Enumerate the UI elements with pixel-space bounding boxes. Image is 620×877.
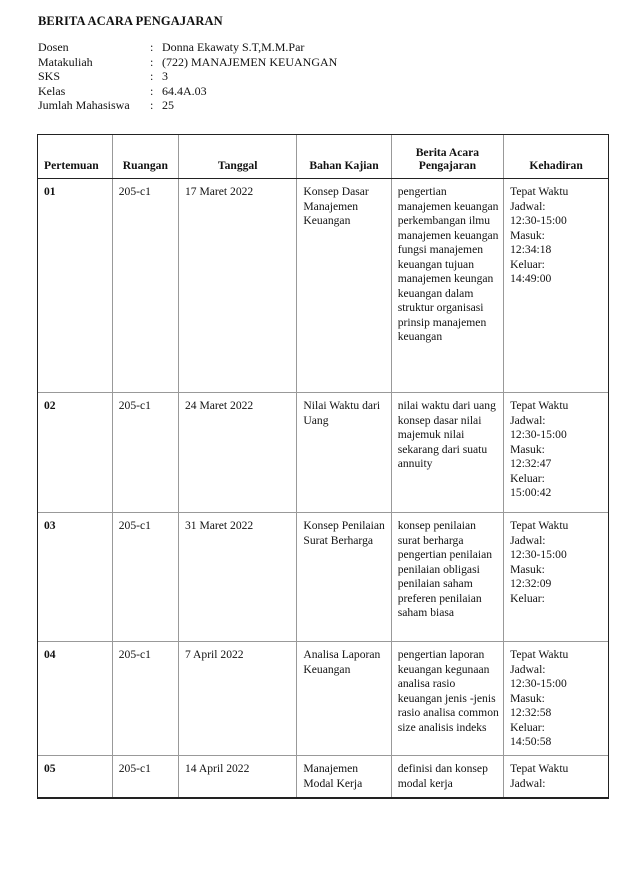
info-row-kelas [38,84,337,99]
header-ruangan: Ruangan [112,135,178,179]
info-label: Dosen [38,40,69,54]
table-row [38,756,608,797]
info-colon: : [150,98,154,112]
cell-ruangan: 205-c1 [112,393,178,513]
cell-berita-acara: nilai waktu dari uang konsep dasar nilai majemuk nilai sekarang dari suatu annuity [391,393,503,513]
info-value: Donna Ekawaty S.T,M.M.Par [162,40,305,54]
table-row [38,179,608,393]
cell-ruangan: 205-c1 [112,756,178,797]
cell-tanggal: 14 April 2022 [178,756,296,797]
info-value: (722) MANAJEMEN KEUANGAN [162,54,338,69]
cell-ruangan: 205-c1 [112,642,178,756]
info-value: 3 [162,69,168,83]
info-label: SKS [38,69,61,83]
info-row-jumlah-mahasiswa [38,98,337,113]
cell-kehadiran: Tepat Waktu Jadwal: 12:30-15:00 Masuk: 12:34:18 Keluar: 14:49:00 [504,179,608,393]
info-colon: : [150,54,154,69]
cell-ruangan: 205-c1 [112,513,178,642]
cell-pertemuan: 03 [38,513,112,642]
cell-tanggal: 17 Maret 2022 [178,179,296,393]
cell-kehadiran: Tepat Waktu Jadwal: [510,762,569,790]
cell-tanggal: 24 Maret 2022 [178,393,296,513]
table-row [38,393,608,513]
header-kehadiran: Kehadiran [504,135,608,179]
cell-berita-acara: konsep penilaian surat berharga pengertian penilaian penilaian obligasi penilaian saham preferen penilaian saham biasa [391,513,503,642]
cell-tanggal: 31 Maret 2022 [178,513,296,642]
info-colon: : [150,69,154,83]
info-row-matakuliah [38,55,337,70]
cell-pertemuan: 02 [38,393,112,513]
cell-bahan-kajian: Konsep Penilaian Surat Berharga [297,513,391,642]
table-header-row [38,135,608,179]
header-bahan-kajian: Bahan Kajian [297,135,391,179]
info-row-sks [38,69,337,84]
course-info [38,40,337,113]
cell-bahan-kajian: Konsep Dasar Manajemen Keuangan [297,179,391,393]
info-value: 64.4A.03 [162,83,207,98]
cell-ruangan: 205-c1 [112,179,178,393]
info-label: Jumlah Mahasiswa [38,98,130,112]
cell-berita-acara: definisi dan konsep modal kerja [391,756,503,797]
cell-bahan-kajian: Manajemen Modal Kerja [297,756,391,797]
table-row [38,642,608,756]
attendance-table [38,135,608,797]
cell-kehadiran: Tepat Waktu Jadwal: 12:30-15:00 Masuk: 12:32:47 Keluar: 15:00:42 [504,393,608,513]
header-pertemuan: Pertemuan [38,135,112,179]
info-value: 25 [162,98,174,112]
document-title: BERITA ACARA PENGAJARAN [38,14,223,28]
info-colon: : [150,83,154,98]
cell-berita-acara: pengertian manajemen keuangan perkembangan ilmu manajemen keuangan fungsi manajemen keuangan tujuan manajemen keungan keuangan dalam struktur organisasi prinsip manajemen keuangan [391,179,503,393]
info-label: Kelas [38,83,66,98]
cell-kehadiran: Tepat Waktu Jadwal: 12:30-15:00 Masuk: 12:32:58 Keluar: 14:50:58 [504,642,608,756]
cell-tanggal: 7 April 2022 [178,642,296,756]
cell-pertemuan: 01 [38,179,112,393]
table-row [38,513,608,642]
header-tanggal: Tanggal [178,135,296,179]
cell-bahan-kajian: Analisa Laporan Keuangan [297,642,391,756]
cell-kehadiran: Tepat Waktu Jadwal: 12:30-15:00 Masuk: 12:32:09 Keluar: [504,513,608,642]
cell-berita-acara: pengertian laporan keuangan kegunaan analisa rasio keuangan jenis -jenis rasio analisa common size analisis indeks [391,642,503,756]
info-label: Matakuliah [38,54,93,69]
attendance-table-wrapper [37,134,609,799]
info-colon: : [150,40,154,54]
cell-bahan-kajian: Nilai Waktu dari Uang [297,393,391,513]
header-berita-acara: Berita Acara Pengajaran [391,135,503,179]
info-row-dosen [38,40,337,55]
cell-pertemuan: 05 [38,756,112,797]
cell-pertemuan: 04 [38,642,112,756]
